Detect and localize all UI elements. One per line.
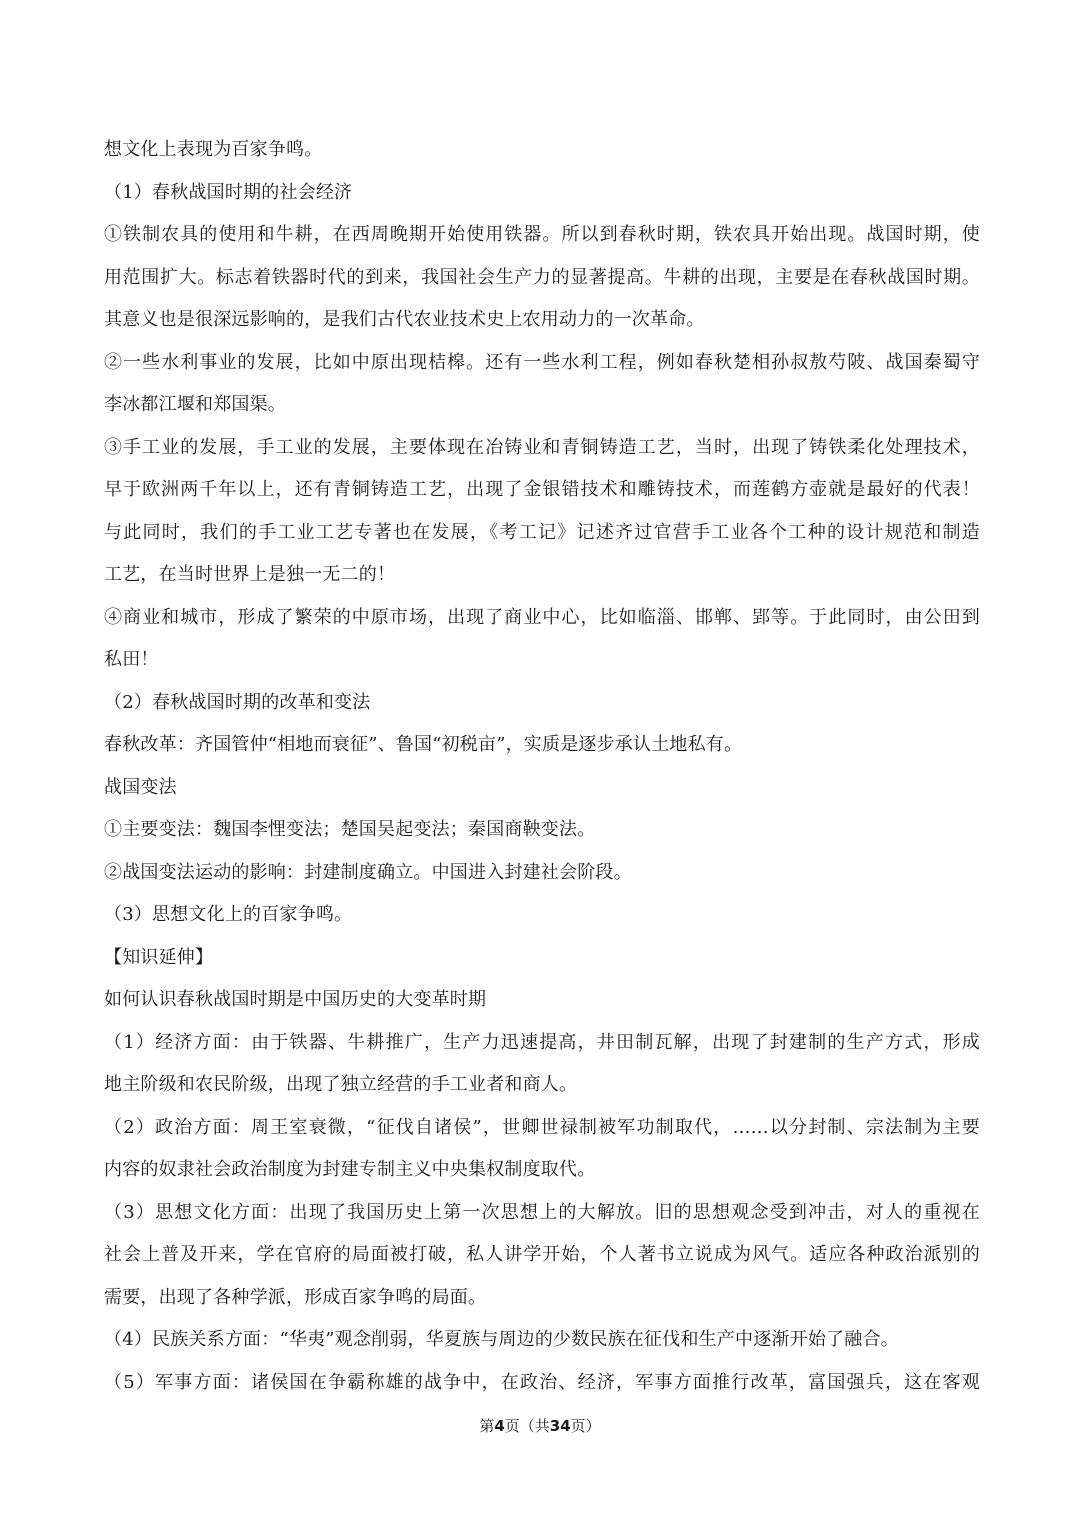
text-line: 与此同时，我们的手工业工艺专著也在发展，《考工记》记述齐过官营手工业各个工种的设计规范和制造 [104, 521, 980, 543]
document-body [104, 129, 980, 1404]
page-number: 4 [494, 1417, 505, 1435]
text-line: 想文化上表现为百家争鸣。 [104, 139, 323, 160]
text-line: 用范围扩大。标志着铁器时代的到来，我国社会生产力的显著提高。牛耕的出现，主要是在春秋战国时期。 [104, 266, 980, 288]
total-pages: 34 [549, 1417, 571, 1435]
text-line: ②一些水利事业的发展，比如中原出现桔槔。还有一些水利工程，例如春秋楚相孙叔敖芍陂、战国秦蜀守 [104, 351, 980, 373]
text-line: 内容的奴隶社会政治制度为封建专制主义中央集权制度取代。 [104, 1159, 596, 1180]
text-line: （1）经济方面：由于铁器、牛耕推广，生产力迅速提高，井田制瓦解，出现了封建制的生产方式，形成 [104, 1031, 980, 1053]
text-line: 战国变法 [104, 776, 177, 798]
footer-middle: 页（共 [504, 1417, 550, 1435]
text-line: 李冰都江堰和郑国渠。 [104, 394, 286, 415]
text-line: ①铁制农具的使用和牛耕，在西周晚期开始使用铁器。所以到春秋时期，铁农具开始出现。战国时期，使 [104, 224, 980, 245]
text-line: 地主阶级和农民阶级，出现了独立经营的手工业者和商人。 [104, 1074, 578, 1095]
knowledge-extension-heading: 【知识延伸】 [104, 946, 214, 968]
text-line: 其意义也是很深远影响的，是我们古代农业技术史上农用动力的一次革命。 [104, 309, 705, 330]
page-footer [0, 1414, 1080, 1438]
text-line: ④商业和城市，形成了繁荣的中原市场，出现了商业中心，比如临淄、邯郸、郢等。于此同时，由公田到 [104, 606, 980, 628]
text-line: ②战国变法运动的影响：封建制度确立。中国进入封建社会阶段。 [104, 861, 632, 883]
text-line: 如何认识春秋战国时期是中国历史的大变革时期 [104, 989, 487, 1010]
footer-prefix: 第 [479, 1417, 495, 1435]
text-line: ③手工业的发展，手工业的发展，主要体现在冶铸业和青铜铸造工艺，当时，出现了铸铁柔化处理技术， [104, 436, 980, 458]
section-heading: （2）春秋战国时期的改革和变法 [104, 691, 371, 713]
footer-suffix: 页） [570, 1417, 601, 1435]
text-line: （3）思想文化方面：出现了我国历史上第一次思想上的大解放。旧的思想观念受到冲击，对人的重视在 [104, 1201, 980, 1223]
text-line: 需要，出现了各种学派，形成百家争鸣的局面。 [104, 1286, 487, 1308]
section-heading: （1）春秋战国时期的社会经济 [104, 181, 353, 203]
text-line: （5）军事方面：诸侯国在争霸称雄的战争中，在政治、经济，军事方面推行改革，富国强兵，这在客观 [104, 1371, 980, 1393]
text-line: （2）政治方面：周王室衰微，“征伐自诸侯”，世卿世禄制被军功制取代，……以分封制、宗法制为主要 [104, 1116, 980, 1138]
text-line: 早于欧洲两千年以上，还有青铜铸造工艺，出现了金银错技术和雕铸技术，而莲鹤方壶就是最好的代表！ [104, 479, 980, 500]
text-line: 工艺，在当时世界上是独一无二的！ [104, 564, 396, 585]
text-line: 私田！ [104, 649, 159, 670]
text-line: 社会上普及开来，学在官府的局面被打破，私人讲学开始，个人著书立说成为风气。适应各种政治派别的 [104, 1244, 980, 1265]
text-line: （4）民族关系方面：“华夷”观念削弱，华夏族与周边的少数民族在征伐和生产中逐渐开始了融合。 [104, 1329, 899, 1350]
section-heading: （3）思想文化上的百家争鸣。 [104, 904, 353, 925]
text-line: 春秋改革：齐国管仲“相地而衰征”、鲁国“初税亩”，实质是逐步承认土地私有。 [104, 734, 743, 755]
text-line: ①主要变法：魏国李悝变法；楚国吴起变法；秦国商鞅变法。 [104, 819, 596, 840]
